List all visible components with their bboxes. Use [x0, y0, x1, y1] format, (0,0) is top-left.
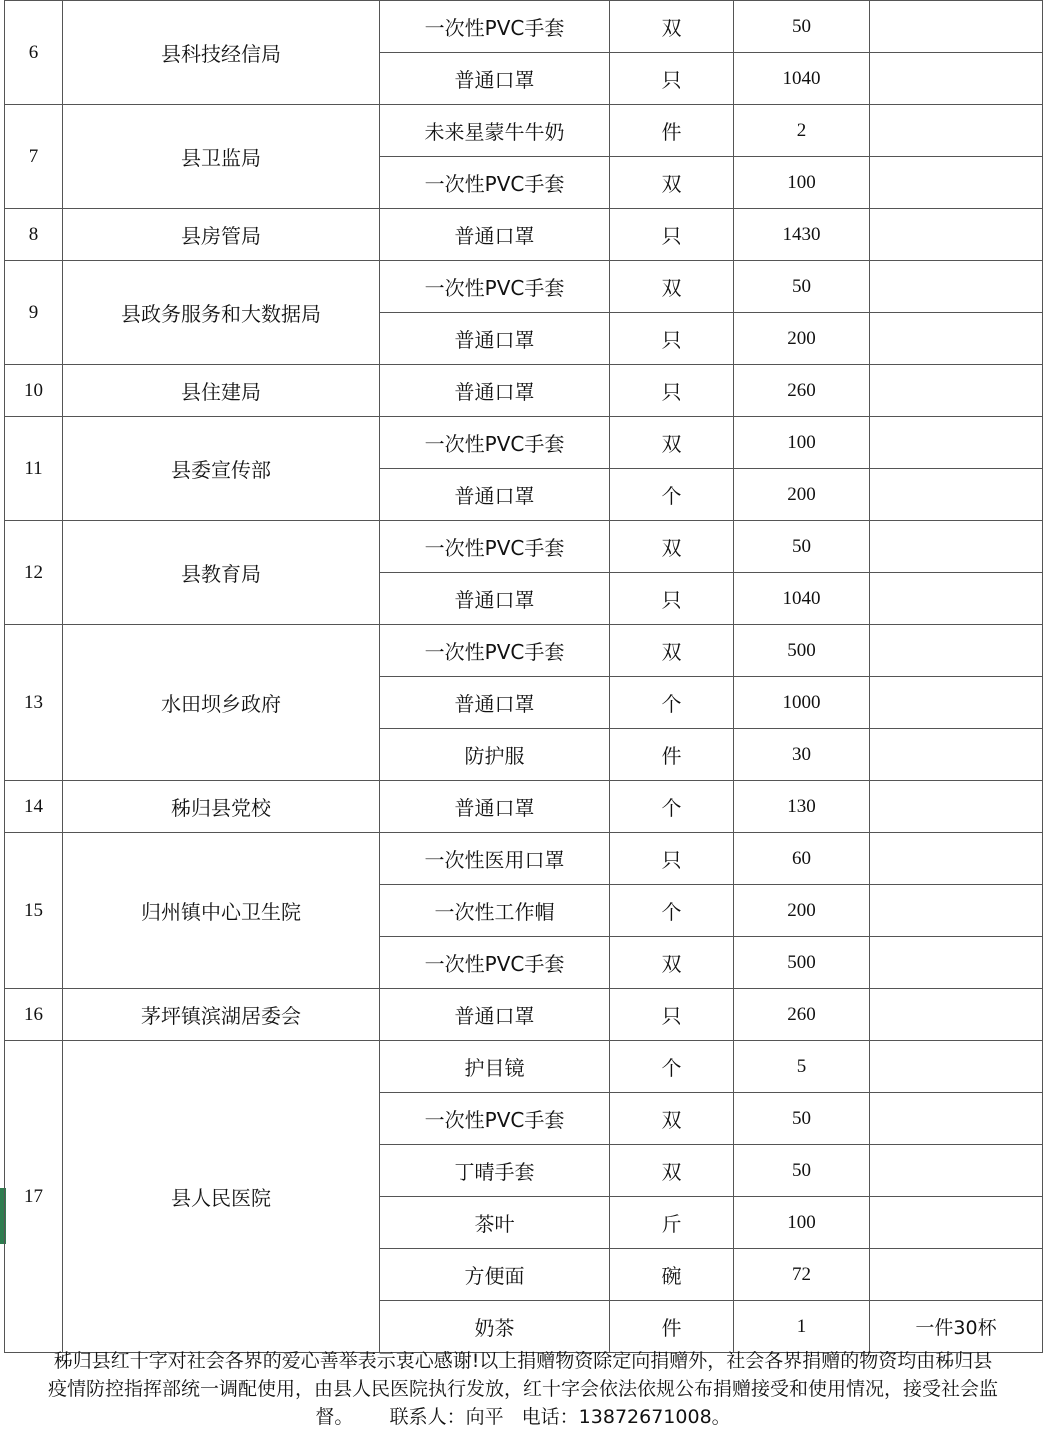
item-name: 一次性PVC手套 — [380, 937, 610, 989]
measure-unit: 只 — [610, 53, 734, 105]
remark — [870, 157, 1043, 209]
measure-unit: 只 — [610, 989, 734, 1041]
item-name: 一次性PVC手套 — [380, 417, 610, 469]
quantity: 260 — [734, 989, 870, 1041]
quantity: 1 — [734, 1301, 870, 1353]
footer-line-1: 秭归县红十字对社会各界的爱心善举表示衷心感谢!以上捐赠物资除定向捐赠外，社会各界捐赠的物资均由秭归县 — [53, 1350, 993, 1372]
quantity: 50 — [734, 1145, 870, 1197]
row-number: 12 — [5, 521, 63, 625]
table-row — [5, 521, 1043, 573]
remark — [870, 573, 1043, 625]
measure-unit: 个 — [610, 885, 734, 937]
measure-unit: 个 — [610, 469, 734, 521]
quantity: 50 — [734, 1093, 870, 1145]
footer-line-3: 督。 联系人：向平 电话：13872671008。 — [315, 1406, 731, 1428]
recipient-unit: 县政务服务和大数据局 — [63, 261, 380, 365]
donation-table — [4, 0, 1043, 1353]
recipient-unit: 县住建局 — [63, 365, 380, 417]
quantity: 1430 — [734, 209, 870, 261]
item-name: 普通口罩 — [380, 365, 610, 417]
quantity: 500 — [734, 937, 870, 989]
remark — [870, 417, 1043, 469]
recipient-unit: 县人民医院 — [63, 1041, 380, 1353]
table-row — [5, 417, 1043, 469]
table-row — [5, 781, 1043, 833]
measure-unit: 斤 — [610, 1197, 734, 1249]
remark — [870, 781, 1043, 833]
quantity: 260 — [734, 365, 870, 417]
quantity: 50 — [734, 1, 870, 53]
item-name: 一次性PVC手套 — [380, 521, 610, 573]
remark — [870, 1145, 1043, 1197]
remark: 一件30杯 — [870, 1301, 1043, 1353]
measure-unit: 件 — [610, 729, 734, 781]
quantity: 130 — [734, 781, 870, 833]
footer-note — [4, 1347, 1042, 1436]
table-row — [5, 261, 1043, 313]
table-body — [5, 1, 1043, 1353]
measure-unit: 双 — [610, 521, 734, 573]
remark — [870, 677, 1043, 729]
table-row — [5, 209, 1043, 261]
row-number: 17 — [5, 1041, 63, 1353]
quantity: 50 — [734, 261, 870, 313]
remark — [870, 833, 1043, 885]
recipient-unit: 茅坪镇滨湖居委会 — [63, 989, 380, 1041]
table-row — [5, 625, 1043, 677]
item-name: 一次性PVC手套 — [380, 625, 610, 677]
measure-unit: 个 — [610, 677, 734, 729]
quantity: 500 — [734, 625, 870, 677]
quantity: 2 — [734, 105, 870, 157]
measure-unit: 双 — [610, 417, 734, 469]
row-number: 11 — [5, 417, 63, 521]
item-name: 一次性PVC手套 — [380, 157, 610, 209]
remark — [870, 313, 1043, 365]
remark — [870, 261, 1043, 313]
table-row — [5, 833, 1043, 885]
recipient-unit: 县教育局 — [63, 521, 380, 625]
table-row — [5, 105, 1043, 157]
measure-unit: 双 — [610, 1093, 734, 1145]
measure-unit: 双 — [610, 1, 734, 53]
row-number: 10 — [5, 365, 63, 417]
quantity: 1000 — [734, 677, 870, 729]
remark — [870, 1093, 1043, 1145]
item-name: 护目镜 — [380, 1041, 610, 1093]
measure-unit: 双 — [610, 937, 734, 989]
row-number: 7 — [5, 105, 63, 209]
row-number: 9 — [5, 261, 63, 365]
recipient-unit: 县委宣传部 — [63, 417, 380, 521]
item-name: 一次性医用口罩 — [380, 833, 610, 885]
item-name: 普通口罩 — [380, 469, 610, 521]
quantity: 200 — [734, 313, 870, 365]
remark — [870, 989, 1043, 1041]
row-number: 16 — [5, 989, 63, 1041]
quantity: 100 — [734, 1197, 870, 1249]
measure-unit: 个 — [610, 781, 734, 833]
recipient-unit: 县科技经信局 — [63, 1, 380, 105]
remark — [870, 521, 1043, 573]
item-name: 丁晴手套 — [380, 1145, 610, 1197]
measure-unit: 只 — [610, 573, 734, 625]
recipient-unit: 水田坝乡政府 — [63, 625, 380, 781]
table-row — [5, 989, 1043, 1041]
quantity: 72 — [734, 1249, 870, 1301]
remark — [870, 1249, 1043, 1301]
remark — [870, 885, 1043, 937]
measure-unit: 双 — [610, 157, 734, 209]
item-name: 一次性PVC手套 — [380, 1093, 610, 1145]
measure-unit: 个 — [610, 1041, 734, 1093]
row-number: 15 — [5, 833, 63, 989]
measure-unit: 碗 — [610, 1249, 734, 1301]
item-name: 普通口罩 — [380, 573, 610, 625]
item-name: 普通口罩 — [380, 53, 610, 105]
row-number: 6 — [5, 1, 63, 105]
remark — [870, 53, 1043, 105]
quantity: 200 — [734, 469, 870, 521]
item-name: 一次性PVC手套 — [380, 1, 610, 53]
measure-unit: 双 — [610, 1145, 734, 1197]
item-name: 普通口罩 — [380, 989, 610, 1041]
remark — [870, 625, 1043, 677]
item-name: 茶叶 — [380, 1197, 610, 1249]
remark — [870, 209, 1043, 261]
measure-unit: 双 — [610, 625, 734, 677]
measure-unit: 件 — [610, 105, 734, 157]
quantity: 1040 — [734, 573, 870, 625]
measure-unit: 双 — [610, 261, 734, 313]
remark — [870, 729, 1043, 781]
quantity: 200 — [734, 885, 870, 937]
remark — [870, 1, 1043, 53]
quantity: 30 — [734, 729, 870, 781]
item-name: 奶茶 — [380, 1301, 610, 1353]
recipient-unit: 归州镇中心卫生院 — [63, 833, 380, 989]
item-name: 方便面 — [380, 1249, 610, 1301]
item-name: 一次性工作帽 — [380, 885, 610, 937]
item-name: 未来星蒙牛牛奶 — [380, 105, 610, 157]
remark — [870, 365, 1043, 417]
row-number: 8 — [5, 209, 63, 261]
remark — [870, 937, 1043, 989]
item-name: 普通口罩 — [380, 313, 610, 365]
quantity: 50 — [734, 521, 870, 573]
quantity: 1040 — [734, 53, 870, 105]
item-name: 普通口罩 — [380, 677, 610, 729]
recipient-unit: 县卫监局 — [63, 105, 380, 209]
footer-line-2: 疫情防控指挥部统一调配使用，由县人民医院执行发放，红十字会依法依规公布捐赠接受和使用情况，接受社会监 — [47, 1378, 998, 1400]
table-row — [5, 365, 1043, 417]
item-name: 一次性PVC手套 — [380, 261, 610, 313]
table-row — [5, 1, 1043, 53]
remark — [870, 105, 1043, 157]
remark — [870, 1041, 1043, 1093]
remark — [870, 1197, 1043, 1249]
recipient-unit: 秭归县党校 — [63, 781, 380, 833]
measure-unit: 件 — [610, 1301, 734, 1353]
quantity: 5 — [734, 1041, 870, 1093]
measure-unit: 只 — [610, 833, 734, 885]
table-row — [5, 1041, 1043, 1093]
remark — [870, 469, 1043, 521]
measure-unit: 只 — [610, 209, 734, 261]
row-number: 13 — [5, 625, 63, 781]
recipient-unit: 县房管局 — [63, 209, 380, 261]
item-name: 普通口罩 — [380, 781, 610, 833]
quantity: 100 — [734, 417, 870, 469]
row-number: 14 — [5, 781, 63, 833]
item-name: 防护服 — [380, 729, 610, 781]
quantity: 60 — [734, 833, 870, 885]
quantity: 100 — [734, 157, 870, 209]
measure-unit: 只 — [610, 313, 734, 365]
measure-unit: 只 — [610, 365, 734, 417]
item-name: 普通口罩 — [380, 209, 610, 261]
